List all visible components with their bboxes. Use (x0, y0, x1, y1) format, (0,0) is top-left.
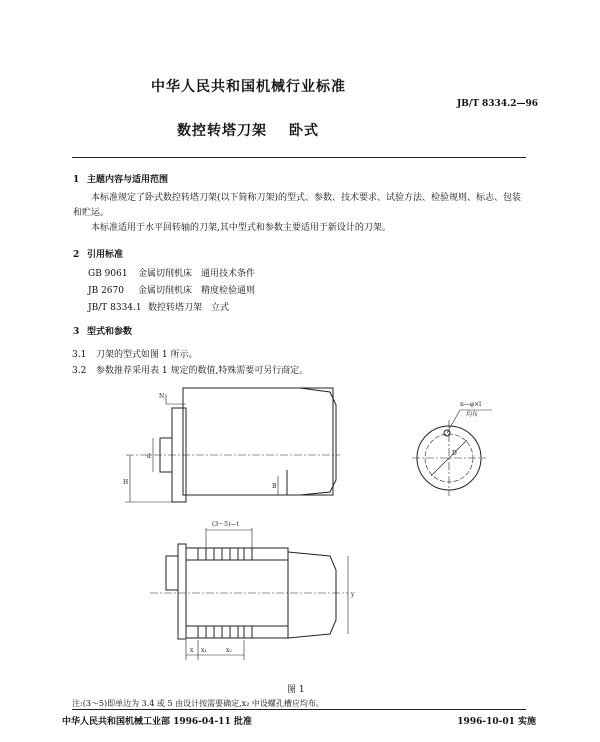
reference-item: GB 9061 金属切削机床 通用技术条件 (88, 269, 256, 279)
lower-flange (178, 544, 186, 639)
label-n: N (159, 393, 165, 400)
label-even: 均布 (466, 411, 479, 418)
reference-item: JB 2670 金属切削机床 精度检验通则 (88, 286, 256, 296)
clause-3-1: 3.1 刀架的型式如图 1 所示。 (72, 350, 198, 360)
footer-approval: 中华人民共和国机械工业部 1996-04-11 批准 (62, 717, 252, 727)
upper-t-slots (198, 548, 252, 560)
standard-org-heading: 中华人民共和国机械行业标准 (151, 79, 346, 95)
label-x1: x₁ (201, 647, 207, 654)
title-main: 数控转塔刀架 (177, 123, 267, 139)
footer-rule (72, 709, 526, 710)
figure-note: 注:(3～5)即单边为 3.4 或 5 由设计按需要确定,x₂ 中设螺孔槽应均布。 (72, 699, 324, 708)
turret-rear-contour (300, 388, 336, 495)
label-x: x (190, 647, 194, 654)
title-sub: 卧式 (289, 123, 319, 139)
section-2-heading: 2 引用标准 (73, 250, 124, 260)
label-y: y (351, 591, 355, 598)
section-1-paragraph-2: 本标准适用于水平回转轴的刀架,其中型式和参数主要适用于新设计的刀架。 (91, 223, 391, 233)
figure-caption: 图 1 (287, 685, 305, 695)
section-1-heading: 1 主题内容与适用范围 (73, 175, 169, 185)
standard-number: JB/T 8334.2—96 (457, 99, 538, 109)
label-x2: x₂ (226, 647, 232, 654)
section-3-heading: 3 型式和参数 (73, 327, 133, 337)
reference-item: JB/T 8334.1 数控转塔刀架 立式 (88, 303, 230, 313)
label-d: d (147, 453, 151, 460)
lower-spigot (166, 556, 178, 590)
label-b: B (272, 483, 277, 490)
label-diameter: D (452, 450, 457, 457)
lower-t-slots (198, 626, 252, 638)
label-holes: n—φ×l (460, 401, 482, 408)
label-slot-spacing: (3～5)—t (212, 521, 239, 528)
lower-rear-contour (288, 552, 336, 638)
clause-3-2: 3.2 参数推荐采用表 1 规定的数值,特殊需要可另行商定。 (72, 366, 309, 376)
footer-implementation: 1996-10-01 实施 (457, 717, 536, 727)
turret-body-outline (183, 388, 333, 495)
label-h: H (123, 479, 129, 486)
section-1-paragraph-1: 本标准规定了卧式数控转塔刀架(以下简称刀架)的型式、参数、技术要求、试验方法、检验规则、标志、包装和贮运。 (73, 193, 522, 218)
